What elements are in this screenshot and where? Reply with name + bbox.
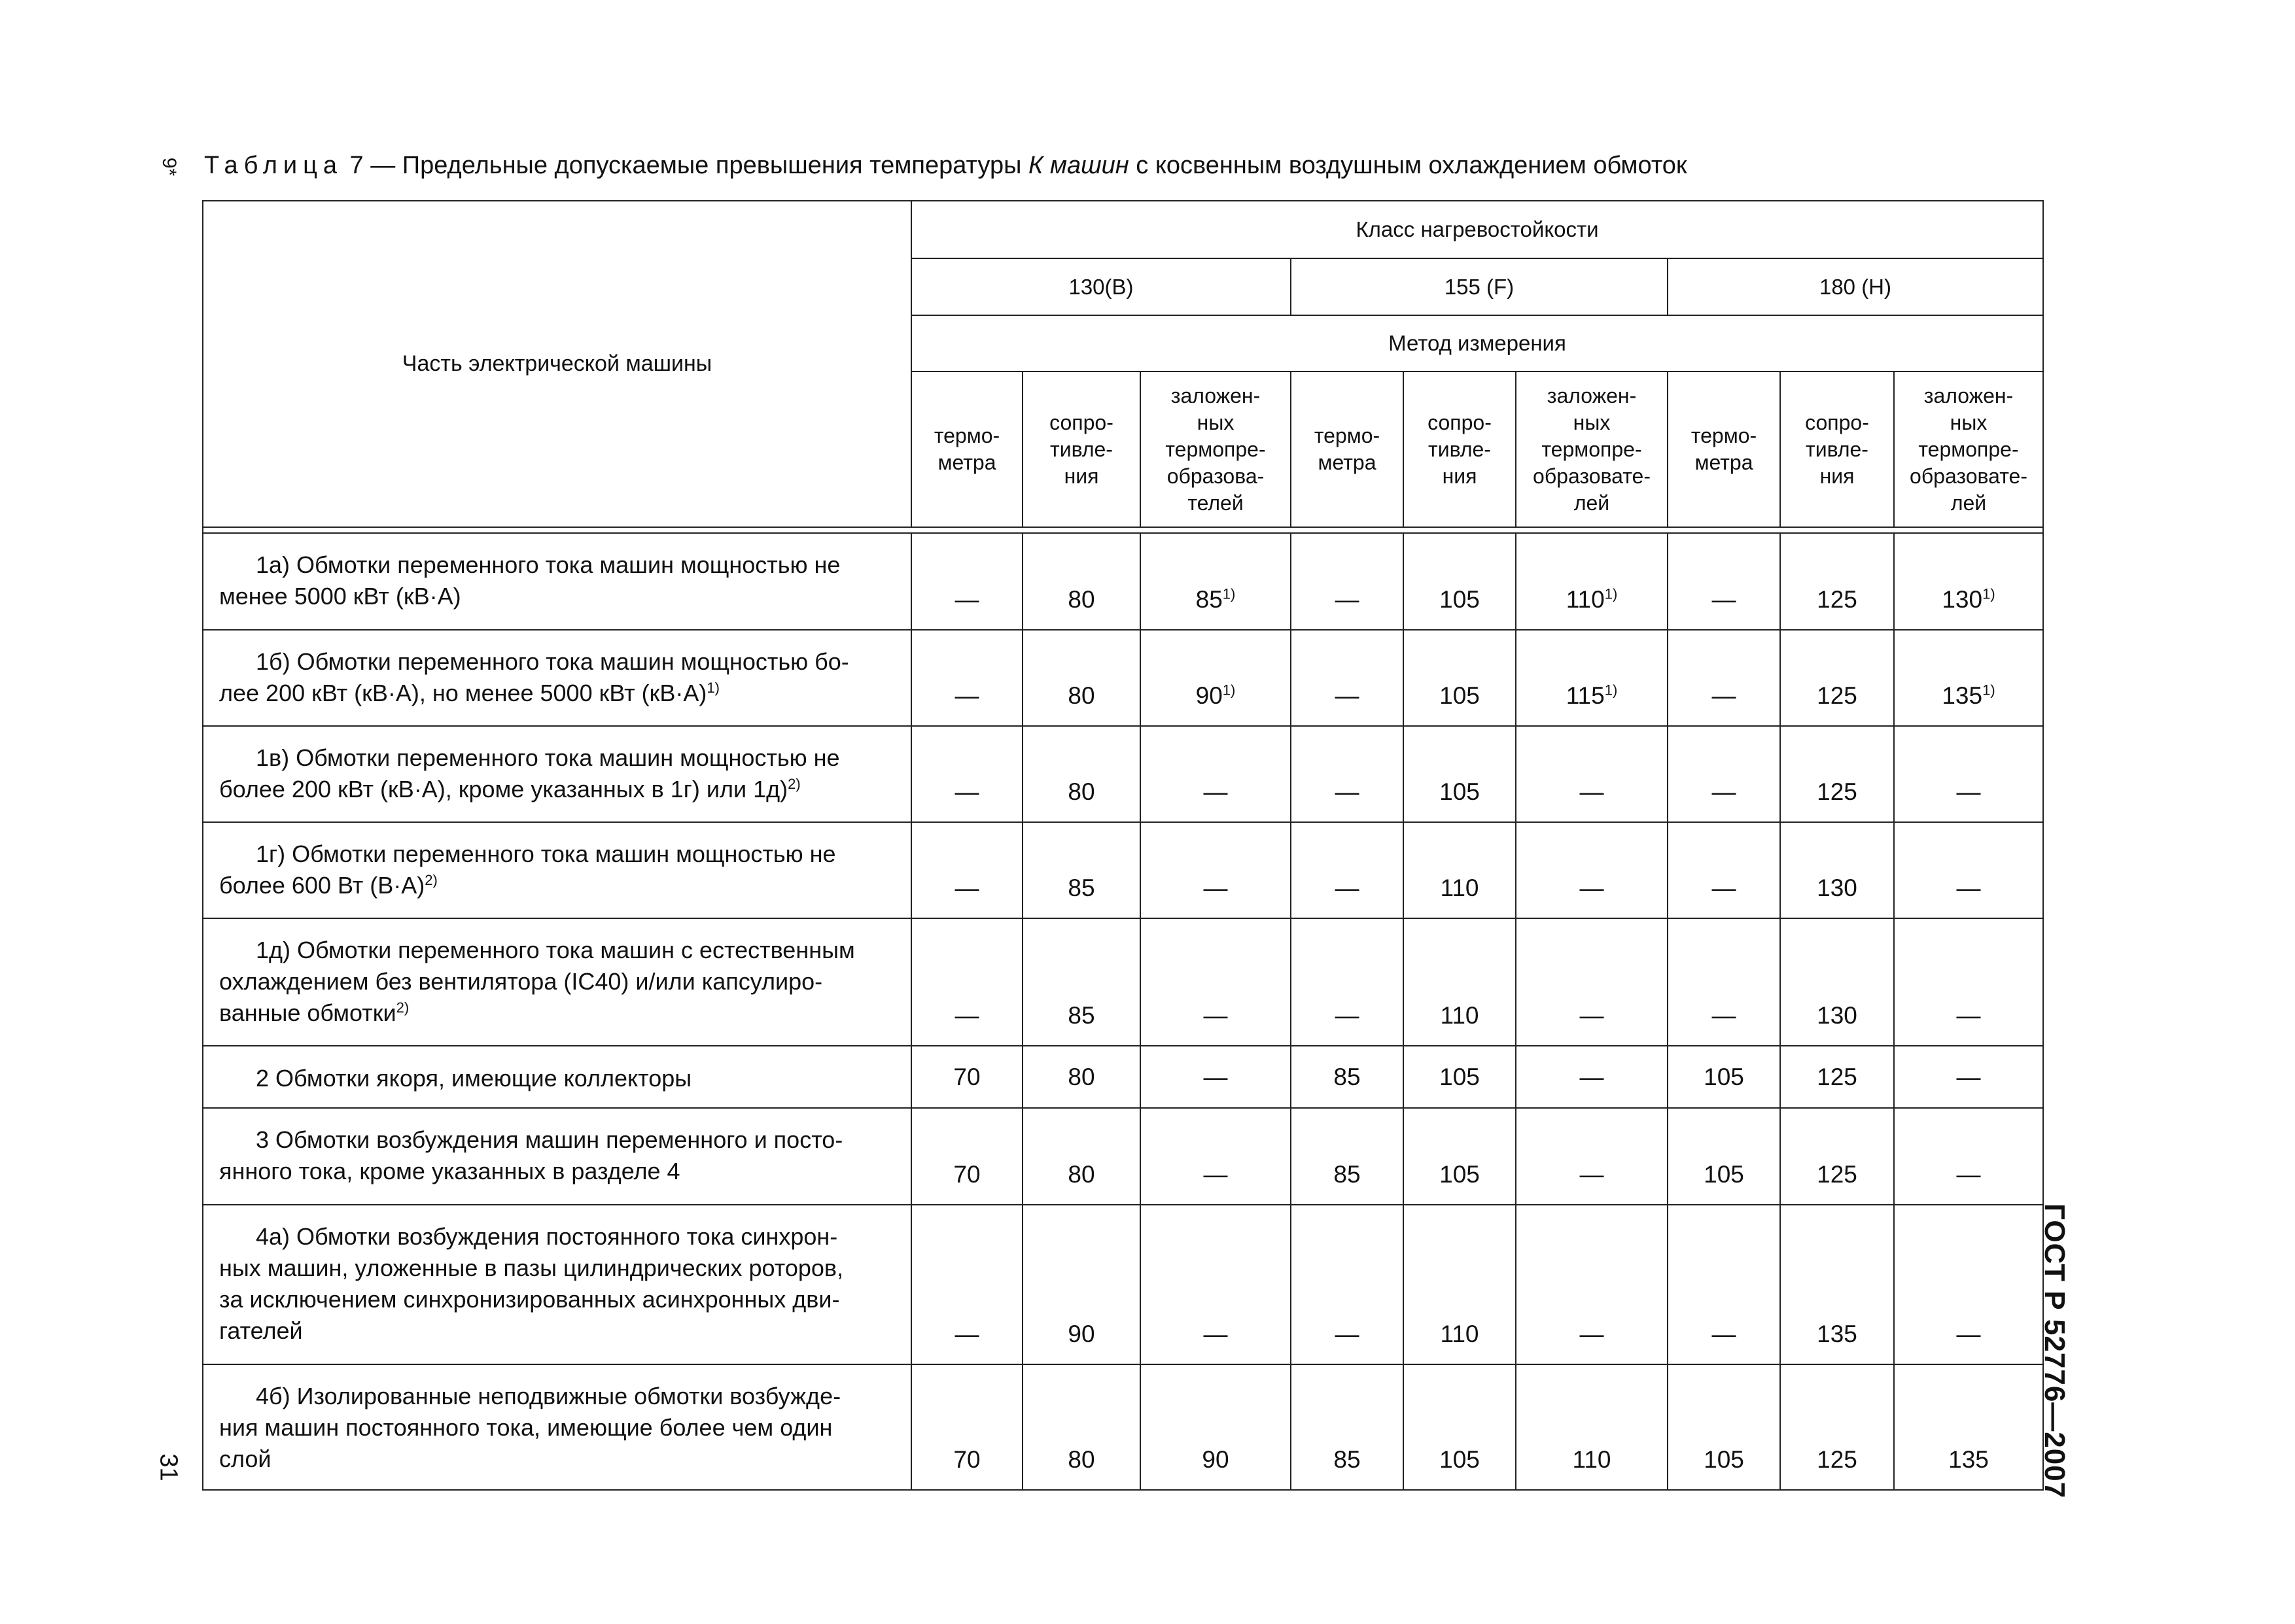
row-description xyxy=(203,630,911,726)
value-cell xyxy=(1023,1205,1140,1364)
value-text: — xyxy=(1335,1321,1359,1347)
table-caption xyxy=(204,152,1687,180)
method-header-line: ния xyxy=(1819,464,1855,488)
method-header-line: метра xyxy=(1694,451,1753,474)
caption-text-end: с косвенным воздушным охлаждением обмоток xyxy=(1129,152,1687,179)
footnote-mark: 1) xyxy=(707,680,720,696)
value-text: 105 xyxy=(1704,1446,1744,1473)
value-cell xyxy=(1291,726,1403,822)
value-cell xyxy=(1403,1205,1516,1364)
value-text: 85 xyxy=(1068,874,1095,901)
method-header-cell xyxy=(1023,371,1140,527)
method-header-line: термо- xyxy=(934,424,1000,447)
value-cell xyxy=(1516,918,1668,1046)
value-text: 110 xyxy=(1440,1321,1479,1347)
value-text: 85 xyxy=(1195,586,1223,613)
value-cell xyxy=(1894,726,2043,822)
value-cell xyxy=(1668,1364,1780,1490)
method-header-cell xyxy=(1291,371,1403,527)
description-line xyxy=(219,1253,891,1284)
value-cell xyxy=(911,533,1023,630)
value-cell xyxy=(1780,1205,1894,1364)
part-column-header: Часть электрической машины xyxy=(203,201,911,527)
value-cell xyxy=(1140,1364,1291,1490)
value-text: — xyxy=(1335,586,1359,613)
row-description xyxy=(203,918,911,1046)
description-line xyxy=(219,1063,891,1094)
value-text: 125 xyxy=(1817,586,1857,613)
value-text: 85 xyxy=(1333,1161,1361,1188)
value-text: 70 xyxy=(953,1063,981,1090)
method-header-line: метра xyxy=(937,451,996,474)
value-cell xyxy=(1140,1108,1291,1205)
value-cell xyxy=(1894,533,2043,630)
footnote-mark: 1) xyxy=(1222,682,1236,699)
value-cell xyxy=(1780,1108,1894,1205)
header-separator xyxy=(203,527,2043,533)
value-cell xyxy=(1780,822,1894,918)
temperature-rise-table xyxy=(202,200,2044,1491)
description-text: 1в) Обмотки переменного тока машин мощностью не xyxy=(256,744,840,771)
value-text: 105 xyxy=(1704,1161,1744,1188)
value-text: — xyxy=(955,1002,979,1029)
method-header-line: лей xyxy=(1950,491,1987,515)
description-text: слой xyxy=(219,1445,272,1472)
value-text: 125 xyxy=(1817,1161,1857,1188)
value-cell xyxy=(1140,1205,1291,1364)
description-line xyxy=(219,997,891,1029)
description-text: ния машин постоянного тока, имеющие более чем один xyxy=(219,1414,833,1441)
value-cell xyxy=(1668,1108,1780,1205)
class-180: 180 (H) xyxy=(1668,258,2043,315)
description-text: 3 Обмотки возбуждения машин переменного и посто- xyxy=(256,1126,843,1153)
value-cell xyxy=(1780,726,1894,822)
value-cell xyxy=(1780,918,1894,1046)
description-line xyxy=(219,870,891,901)
row-description xyxy=(203,1108,911,1205)
value-cell xyxy=(1668,630,1780,726)
value-cell xyxy=(911,726,1023,822)
method-header-line: метра xyxy=(1318,451,1376,474)
value-text: 125 xyxy=(1817,778,1857,805)
method-header-cell xyxy=(1894,371,2043,527)
description-text: ных машин, уложенные в пазы цилиндрических роторов, xyxy=(219,1254,844,1281)
value-text: — xyxy=(955,682,979,709)
value-cell xyxy=(1140,726,1291,822)
description-line xyxy=(219,646,891,678)
value-text: — xyxy=(1711,1321,1736,1347)
description-line xyxy=(219,838,891,870)
value-text: — xyxy=(1711,874,1736,901)
class-130: 130(B) xyxy=(911,258,1291,315)
page-number: 31 xyxy=(154,1453,183,1481)
description-text: охлаждением без вентилятора (IC40) и/или капсулиро- xyxy=(219,968,823,995)
value-text: 80 xyxy=(1068,1446,1095,1473)
method-header-cell xyxy=(911,371,1023,527)
description-text: гателей xyxy=(219,1317,303,1344)
method-header-line: образовате- xyxy=(1910,464,2027,488)
value-cell xyxy=(1780,1364,1894,1490)
description-text: лее 200 кВт (кВ·А), но менее 5000 кВт (кВ·А) xyxy=(219,680,707,706)
description-line xyxy=(219,1443,891,1475)
value-text: — xyxy=(1956,1002,1981,1029)
page-mark: 9* xyxy=(158,157,181,177)
description-text: за исключением синхронизированных асинхронных дви- xyxy=(219,1286,840,1313)
value-text: 90 xyxy=(1202,1446,1229,1473)
value-text: — xyxy=(1711,586,1736,613)
method-header-cell xyxy=(1140,371,1291,527)
row-description xyxy=(203,1364,911,1490)
value-cell xyxy=(1894,1046,2043,1108)
value-text: — xyxy=(1711,1002,1736,1029)
description-line xyxy=(219,1124,891,1156)
method-header-line: тивле- xyxy=(1428,437,1491,461)
method-header-line: ния xyxy=(1064,464,1099,488)
method-header-line: тивле- xyxy=(1806,437,1868,461)
method-header-line: сопро- xyxy=(1428,410,1492,434)
description-line xyxy=(219,742,891,774)
method-header-line: ния xyxy=(1442,464,1477,488)
value-cell xyxy=(1516,1046,1668,1108)
value-cell xyxy=(911,630,1023,726)
value-text: — xyxy=(1956,1321,1981,1347)
value-cell xyxy=(911,1108,1023,1205)
value-cell xyxy=(1894,1205,2043,1364)
value-text: 130 xyxy=(1942,586,1983,613)
value-cell xyxy=(911,1046,1023,1108)
value-cell xyxy=(1023,822,1140,918)
description-text: янного тока, кроме указанных в разделе 4 xyxy=(219,1158,680,1184)
value-text: 105 xyxy=(1439,778,1480,805)
value-text: 125 xyxy=(1817,682,1857,709)
value-text: — xyxy=(1579,1161,1604,1188)
value-cell xyxy=(1403,630,1516,726)
value-cell xyxy=(1403,918,1516,1046)
value-cell xyxy=(1403,1364,1516,1490)
value-cell xyxy=(1140,1046,1291,1108)
value-text: — xyxy=(1203,1063,1228,1090)
value-text: — xyxy=(1203,874,1228,901)
value-cell xyxy=(1894,1364,2043,1490)
value-cell xyxy=(1668,726,1780,822)
value-text: — xyxy=(1579,874,1604,901)
value-cell xyxy=(1291,918,1403,1046)
description-text: 2 Обмотки якоря, имеющие коллекторы xyxy=(256,1064,692,1092)
description-line xyxy=(219,1381,891,1412)
method-header-cell xyxy=(1668,371,1780,527)
description-line xyxy=(219,1284,891,1315)
row-description xyxy=(203,822,911,918)
value-text: 105 xyxy=(1704,1063,1744,1090)
method-header-line: сопро- xyxy=(1805,410,1869,434)
value-text: — xyxy=(1579,1063,1604,1090)
value-cell xyxy=(1516,1108,1668,1205)
value-cell xyxy=(1291,1108,1403,1205)
value-text: 105 xyxy=(1439,1446,1480,1473)
table-row xyxy=(203,1108,2043,1205)
value-cell xyxy=(1516,1364,1668,1490)
value-text: 125 xyxy=(1817,1063,1857,1090)
value-cell xyxy=(1668,918,1780,1046)
value-text: — xyxy=(1335,778,1359,805)
value-cell xyxy=(911,918,1023,1046)
value-text: — xyxy=(1203,1002,1228,1029)
table-row xyxy=(203,1364,2043,1490)
value-text: 105 xyxy=(1439,586,1480,613)
method-header-line: образова- xyxy=(1166,464,1265,488)
row-description xyxy=(203,533,911,630)
value-text: — xyxy=(1203,778,1228,805)
value-cell xyxy=(1023,726,1140,822)
footnote-mark: 1) xyxy=(1982,585,1995,602)
value-cell xyxy=(1780,533,1894,630)
value-cell xyxy=(1668,533,1780,630)
value-cell xyxy=(1403,822,1516,918)
value-text: 135 xyxy=(1942,682,1983,709)
value-cell xyxy=(1516,533,1668,630)
method-header-line: термо- xyxy=(1314,424,1380,447)
method-header-cell xyxy=(1403,371,1516,527)
description-line xyxy=(219,935,891,966)
value-cell xyxy=(1140,822,1291,918)
table-row xyxy=(203,726,2043,822)
footnote-mark: 1) xyxy=(1604,585,1618,602)
value-cell xyxy=(1403,533,1516,630)
value-text: — xyxy=(1203,1161,1228,1188)
row-description xyxy=(203,1205,911,1364)
value-text: 85 xyxy=(1333,1446,1361,1473)
value-text: — xyxy=(1956,874,1981,901)
description-text: 1д) Обмотки переменного тока машин с естественным xyxy=(256,937,855,963)
value-text: — xyxy=(955,778,979,805)
description-line xyxy=(219,1221,891,1253)
footnote-mark: 1) xyxy=(1222,585,1236,602)
value-cell xyxy=(1140,533,1291,630)
method-header-line: сопро- xyxy=(1049,410,1113,434)
description-text: 1г) Обмотки переменного тока машин мощностью не xyxy=(256,840,836,867)
table-row xyxy=(203,1046,2043,1108)
value-cell xyxy=(911,1205,1023,1364)
value-text: — xyxy=(1956,778,1981,805)
description-text: 4а) Обмотки возбуждения постоянного тока синхрон- xyxy=(256,1223,838,1250)
value-text: 135 xyxy=(1948,1446,1989,1473)
value-cell xyxy=(911,1364,1023,1490)
value-text: — xyxy=(1956,1063,1981,1090)
method-header-line: ных xyxy=(1573,410,1611,434)
value-text: 115 xyxy=(1566,682,1605,709)
value-cell xyxy=(1780,1046,1894,1108)
value-text: — xyxy=(1711,682,1736,709)
value-text: — xyxy=(1956,1161,1981,1188)
method-header-line: телей xyxy=(1187,491,1244,515)
method-header-line: термопре- xyxy=(1541,437,1642,461)
row-description xyxy=(203,726,911,822)
value-text: 110 xyxy=(1572,1446,1611,1473)
description-text: 4б) Изолированные неподвижные обмотки возбужде- xyxy=(256,1383,841,1409)
value-cell xyxy=(1403,726,1516,822)
value-text: 110 xyxy=(1440,874,1479,901)
value-cell xyxy=(1894,630,2043,726)
description-text: более 200 кВт (кВ·А), кроме указанных в 1г) или 1д) xyxy=(219,776,788,803)
value-cell xyxy=(1291,822,1403,918)
class-header: Класс нагревостойкости xyxy=(911,201,2043,258)
value-text: 80 xyxy=(1068,586,1095,613)
value-text: 130 xyxy=(1817,874,1857,901)
method-header-line: заложен- xyxy=(1923,383,2014,407)
value-cell xyxy=(1668,822,1780,918)
value-cell xyxy=(1291,1046,1403,1108)
value-cell xyxy=(1516,630,1668,726)
value-cell xyxy=(1668,1205,1780,1364)
value-text: — xyxy=(1579,778,1604,805)
value-text: — xyxy=(1335,1002,1359,1029)
value-text: 80 xyxy=(1068,682,1095,709)
description-text: 1а) Обмотки переменного тока машин мощностью не xyxy=(256,551,841,578)
value-cell xyxy=(1023,1364,1140,1490)
caption-italic: К машин xyxy=(1028,152,1129,179)
table-row xyxy=(203,822,2043,918)
value-cell xyxy=(1780,630,1894,726)
value-text: 130 xyxy=(1817,1002,1857,1029)
table-row xyxy=(203,630,2043,726)
value-cell xyxy=(1516,822,1668,918)
table-row xyxy=(203,1205,2043,1364)
method-header: Метод измерения xyxy=(911,315,2043,371)
description-line xyxy=(219,1315,891,1347)
value-cell xyxy=(1516,1205,1668,1364)
value-cell xyxy=(1894,1108,2043,1205)
value-text: 85 xyxy=(1333,1063,1361,1090)
method-header-line: ных xyxy=(1950,410,1988,434)
value-text: 90 xyxy=(1068,1321,1095,1347)
method-header-line: заложен- xyxy=(1547,383,1637,407)
value-cell xyxy=(1140,918,1291,1046)
value-cell xyxy=(1403,1108,1516,1205)
value-cell xyxy=(1291,1364,1403,1490)
description-line xyxy=(219,1412,891,1443)
method-header-line: термопре- xyxy=(1165,437,1266,461)
value-cell xyxy=(1291,533,1403,630)
method-header-line: ных xyxy=(1197,410,1235,434)
value-text: — xyxy=(1579,1321,1604,1347)
method-header-line: образовате- xyxy=(1533,464,1651,488)
value-text: 90 xyxy=(1195,682,1223,709)
method-header-line: термо- xyxy=(1691,424,1757,447)
description-text: менее 5000 кВт (кВ·А) xyxy=(219,583,461,610)
description-line xyxy=(219,966,891,997)
table-row xyxy=(203,918,2043,1046)
value-cell xyxy=(1140,630,1291,726)
value-cell xyxy=(1291,1205,1403,1364)
value-cell xyxy=(1894,822,2043,918)
value-text: 85 xyxy=(1068,1002,1095,1029)
value-cell xyxy=(1023,1046,1140,1108)
value-text: — xyxy=(955,1321,979,1347)
value-cell xyxy=(1023,533,1140,630)
value-cell xyxy=(1403,1046,1516,1108)
method-header-cell xyxy=(1780,371,1894,527)
description-line xyxy=(219,1156,891,1187)
value-text: 80 xyxy=(1068,1063,1095,1090)
method-header-line: заложен- xyxy=(1170,383,1261,407)
value-text: 125 xyxy=(1817,1446,1857,1473)
value-text: — xyxy=(955,586,979,613)
value-cell xyxy=(911,822,1023,918)
description-line xyxy=(219,549,891,581)
caption-text: 7 — Предельные допускаемые превышения температуры xyxy=(343,152,1028,179)
document-standard-title: ГОСТ Р 52776—2007 xyxy=(2039,1203,2071,1499)
description-line xyxy=(219,774,891,805)
value-text: — xyxy=(1711,778,1736,805)
description-text: ванные обмотки xyxy=(219,999,396,1026)
caption-label: Таблица xyxy=(204,152,343,179)
footnote-mark: 1) xyxy=(1982,682,1995,699)
footnote-mark: 2) xyxy=(425,872,438,888)
value-cell xyxy=(1894,918,2043,1046)
value-text: — xyxy=(955,874,979,901)
value-text: 105 xyxy=(1439,1161,1480,1188)
method-header-line: лей xyxy=(1573,491,1610,515)
description-text: 1б) Обмотки переменного тока машин мощностью бо- xyxy=(256,648,849,675)
value-text: 110 xyxy=(1440,1002,1479,1029)
value-text: — xyxy=(1335,682,1359,709)
description-text: более 600 Вт (В·А) xyxy=(219,872,425,899)
footnote-mark: 1) xyxy=(1604,682,1618,699)
class-155: 155 (F) xyxy=(1291,258,1668,315)
footnote-mark: 2) xyxy=(788,776,801,792)
value-cell xyxy=(1668,1046,1780,1108)
table-row xyxy=(203,533,2043,630)
value-cell xyxy=(1023,630,1140,726)
method-header-line: тивле- xyxy=(1050,437,1113,461)
value-text: 70 xyxy=(953,1446,981,1473)
value-cell xyxy=(1516,726,1668,822)
value-cell xyxy=(1291,630,1403,726)
value-text: — xyxy=(1203,1321,1228,1347)
row-description xyxy=(203,1046,911,1108)
value-text: 105 xyxy=(1439,682,1480,709)
value-text: 80 xyxy=(1068,1161,1095,1188)
value-text: 105 xyxy=(1439,1063,1480,1090)
value-text: — xyxy=(1579,1002,1604,1029)
value-text: — xyxy=(1335,874,1359,901)
value-cell xyxy=(1023,1108,1140,1205)
method-header-cell xyxy=(1516,371,1668,527)
value-text: 70 xyxy=(953,1161,981,1188)
footnote-mark: 2) xyxy=(396,999,410,1016)
description-line xyxy=(219,581,891,612)
method-header-line: термопре- xyxy=(1918,437,2019,461)
description-line xyxy=(219,678,891,709)
value-cell xyxy=(1023,918,1140,1046)
value-text: 110 xyxy=(1566,586,1605,613)
value-text: 80 xyxy=(1068,778,1095,805)
value-text: 135 xyxy=(1817,1321,1857,1347)
